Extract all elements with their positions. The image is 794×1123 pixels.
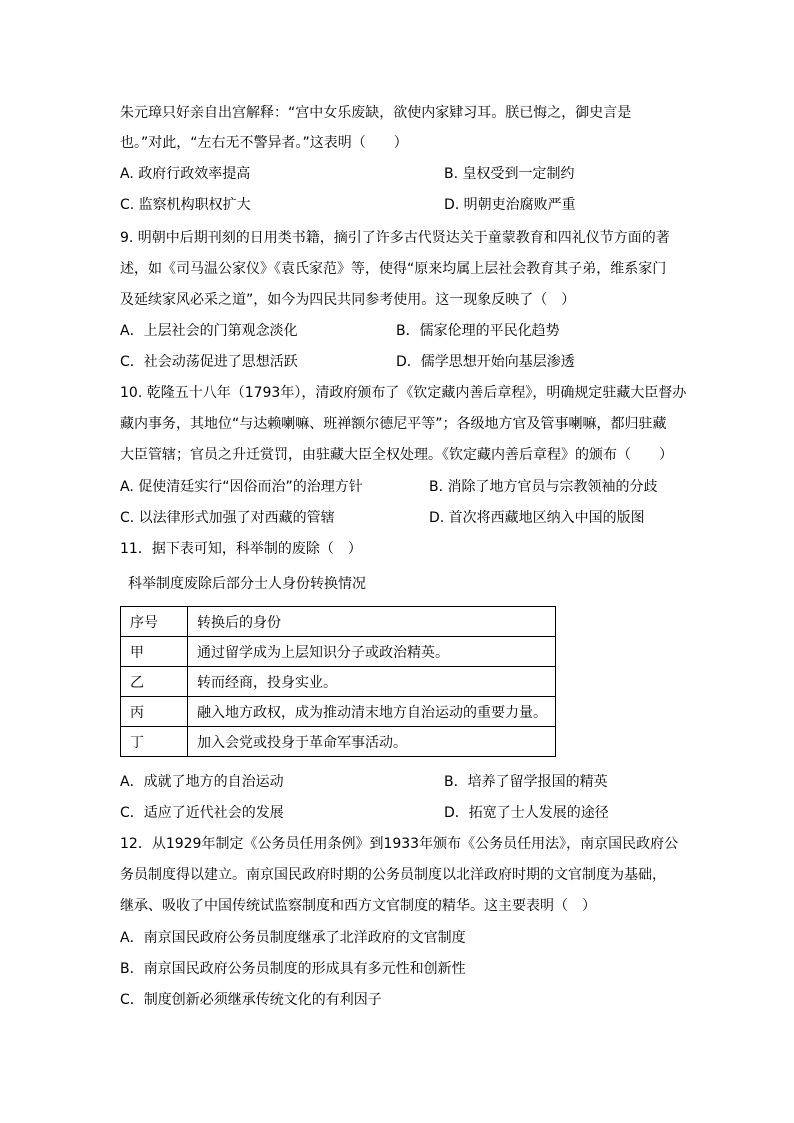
q9-line-2: 述，如《司马温公家仪》《袁氏家范》等，使得“原来均属上层社会教育其子弟，维系家门 — [120, 261, 667, 277]
table-cell: 甲 — [121, 637, 188, 667]
q10-option-c[interactable]: C. 以法律形式加强了对西藏的管辖 — [120, 510, 335, 526]
q8-option-c[interactable]: C. 监察机构职权扩大 — [120, 197, 251, 213]
table-cell: 丙 — [121, 697, 188, 727]
q11-option-c[interactable]: C．适应了近代社会的发展 — [120, 805, 284, 821]
table-row — [121, 637, 556, 667]
q9-option-a[interactable]: A．上层社会的门第观念淡化 — [120, 323, 298, 339]
table-cell: 融入地方政权，成为推动清末地方自治运动的重要力量。 — [188, 697, 556, 727]
q8-option-a[interactable]: A. 政府行政效率提高 — [120, 166, 251, 182]
table-header-cell: 转换后的身份 — [188, 607, 556, 637]
q9-line-1: 9. 明朝中后期刊刻的日用类书籍，摘引了许多古代贤达关于童蒙教育和四礼仪节方面的著 — [120, 230, 670, 246]
q11-option-d[interactable]: D．拓宽了士人发展的途径 — [444, 805, 609, 821]
q11-line-1: 11．据下表可知，科举制的废除（ ） — [120, 541, 362, 557]
q10-option-d[interactable]: D. 首次将西藏地区纳入中国的版图 — [429, 510, 645, 526]
q12-line-1: 12．从1929年制定《公务员任用条例》到1933年颁布《公务员任用法》，南京国民政府公 — [120, 836, 679, 852]
q9-option-b[interactable]: B．儒家伦理的平民化趋势 — [396, 323, 560, 339]
q11-option-b[interactable]: B．培养了留学报国的精英 — [444, 774, 608, 790]
q8-option-d[interactable]: D. 明朝吏治腐败严重 — [444, 197, 576, 213]
q9-line-3: 及延续家风必采之道”，如今为四民共同参考使用。这一现象反映了（ ） — [120, 292, 576, 308]
q10-line-1: 10. 乾隆五十八年（1793年），清政府颁布了《钦定藏内善后章程》，明确规定驻藏大臣督办 — [120, 385, 687, 401]
q12-option-c[interactable]: C．制度创新必须继承传统文化的有利因子 — [120, 992, 382, 1008]
q12-option-a[interactable]: A．南京国民政府公务员制度继承了北洋政府的文官制度 — [120, 930, 466, 946]
q9-option-c[interactable]: C．社会动荡促进了思想活跃 — [120, 354, 298, 370]
q8-line-1: 朱元璋只好亲自出宫解释：“宫中女乐废缺，欲使内家肄习耳。朕已悔之，御史言是 — [120, 105, 632, 121]
table-header-cell: 序号 — [121, 607, 188, 637]
table-cell: 转而经商，投身实业。 — [188, 667, 556, 697]
table-cell: 加入会党或投身于革命军事活动。 — [188, 727, 556, 757]
q12-option-b[interactable]: B．南京国民政府公务员制度的形成具有多元性和创新性 — [120, 961, 466, 977]
table-row — [121, 727, 556, 757]
q11-table-caption: 科举制度废除后部分士人身份转换情况 — [128, 576, 366, 592]
q10-option-a[interactable]: A. 促使清廷实行“因俗而治”的治理方针 — [120, 479, 363, 495]
table-header-row — [121, 607, 556, 637]
q11-option-a[interactable]: A．成就了地方的自治运动 — [120, 774, 284, 790]
q10-line-2: 藏内事务，其地位“与达赖喇嘛、班禅额尔德尼平等”；各级地方官及管事喇嘛，都归驻藏 — [120, 416, 667, 432]
q10-line-3: 大臣管辖；官员之升迁赏罚，由驻藏大臣全权处理。《钦定藏内善后章程》的颁布（ ） — [120, 447, 673, 463]
table-row — [121, 667, 556, 697]
table-cell: 乙 — [121, 667, 188, 697]
q9-option-d[interactable]: D．儒学思想开始向基层渗透 — [396, 354, 575, 370]
q12-line-3: 继承、吸收了中国传统试监察制度和西方文官制度的精华。这主要表明（ ） — [120, 898, 596, 914]
q8-option-b[interactable]: B. 皇权受到一定制约 — [444, 166, 575, 182]
q12-line-2: 务员制度得以建立。南京国民政府时期的公务员制度以北洋政府时期的文官制度为基础， — [120, 867, 666, 883]
table-row — [121, 697, 556, 727]
table-cell: 通过留学成为上层知识分子或政治精英。 — [188, 637, 556, 667]
q11-table — [120, 606, 556, 757]
q8-line-2: 也。”对此，“左右无不警异者。”这表明（ ） — [120, 135, 408, 151]
q10-option-b[interactable]: B. 消除了地方官员与宗教领袖的分歧 — [429, 479, 658, 495]
table-cell: 丁 — [121, 727, 188, 757]
